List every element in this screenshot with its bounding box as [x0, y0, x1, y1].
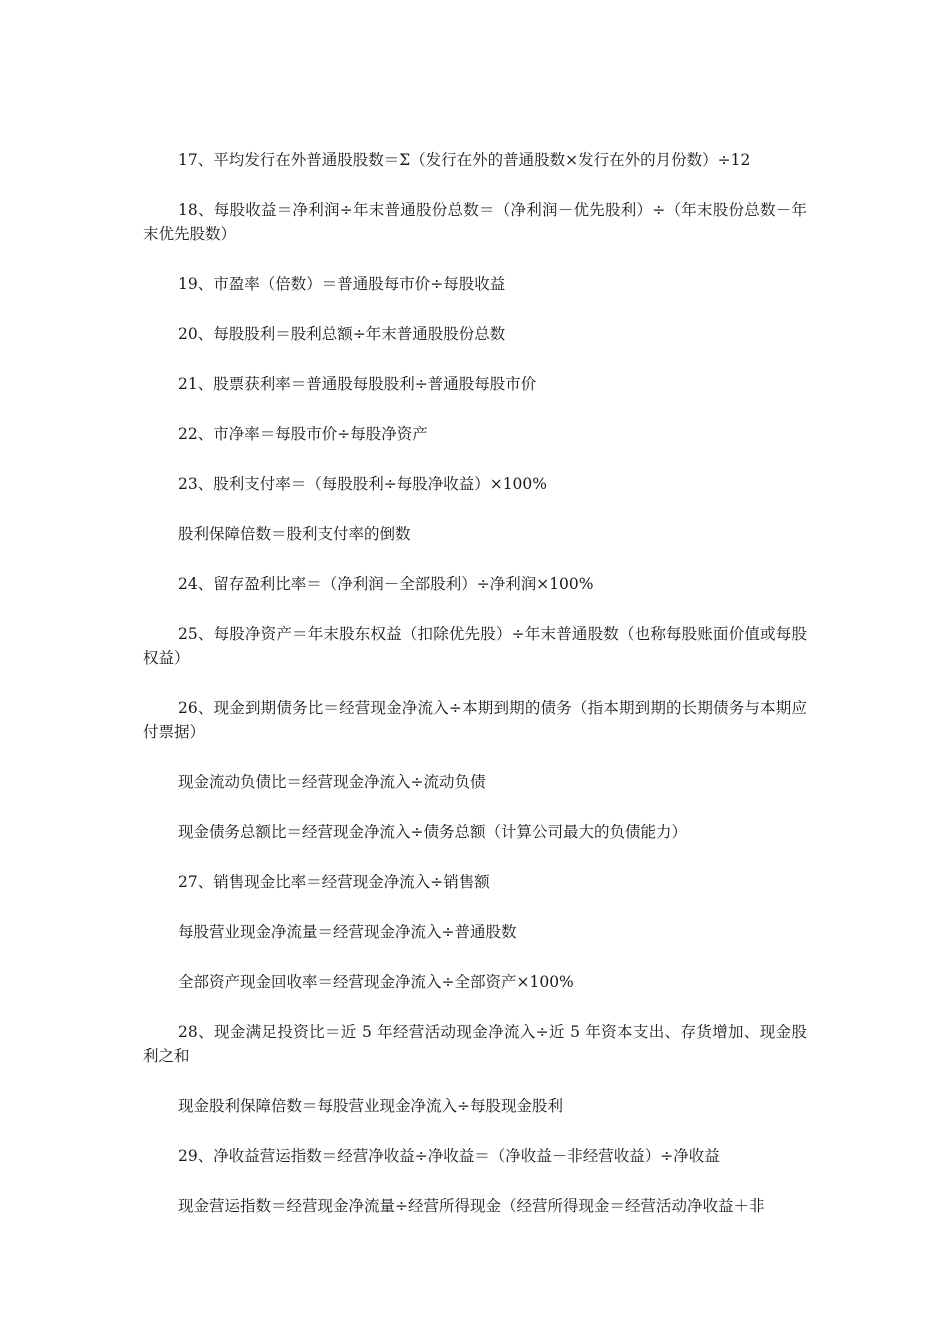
- paragraph-27: 27、销售现金比率＝经营现金净流入÷销售额: [178, 873, 490, 891]
- paragraph-cash-dividend-coverage: 现金股利保障倍数＝每股营业现金净流入÷每股现金股利: [178, 1097, 563, 1115]
- paragraph-22: 22、市净率＝每股市价÷每股净资产: [178, 425, 428, 443]
- paragraph-cash-total-debt: 现金债务总额比＝经营现金净流入÷债务总额（计算公司最大的负债能力）: [178, 823, 687, 841]
- paragraph-28: 28、现金满足投资比＝近 5 年经营活动现金净流入÷近 5 年资本支出、存货增加、现金股利之和: [143, 1023, 807, 1065]
- paragraph-operating-cash-per-share: 每股营业现金净流量＝经营现金净流入÷普通股数: [178, 923, 517, 941]
- paragraph-20: 20、每股股利＝股利总额÷年末普通股股份总数: [178, 325, 506, 343]
- paragraph-18: 18、每股收益＝净利润÷年末普通股份总数＝（净利润－优先股利）÷（年末股份总数－年末优先股数）: [143, 201, 807, 243]
- paragraph-24: 24、留存盈利比率＝（净利润－全部股利）÷净利润×100%: [178, 575, 594, 593]
- paragraph-asset-cash-recovery: 全部资产现金回收率＝经营现金净流入÷全部资产×100%: [178, 973, 574, 991]
- paragraph-23: 23、股利支付率＝（每股股利÷每股净收益）×100%: [178, 475, 548, 493]
- paragraph-26: 26、现金到期债务比＝经营现金净流入÷本期到期的债务（指本期到期的长期债务与本期应付票据）: [143, 699, 807, 741]
- paragraph-dividend-coverage: 股利保障倍数＝股利支付率的倒数: [178, 525, 411, 543]
- paragraph-cash-operating-index: 现金营运指数＝经营现金净流量÷经营所得现金（经营所得现金＝经营活动净收益＋非: [178, 1197, 765, 1215]
- document-body: [143, 148, 807, 1244]
- paragraph-21: 21、股票获利率＝普通股每股股利÷普通股每股市价: [178, 375, 537, 393]
- paragraph-19: 19、市盈率（倍数）＝普通股每市价÷每股收益: [178, 275, 506, 293]
- paragraph-cash-current-liability: 现金流动负债比＝经营现金净流入÷流动负债: [178, 773, 486, 791]
- paragraph-29: 29、净收益营运指数＝经营净收益÷净收益＝（净收益－非经营收益）÷净收益: [178, 1147, 720, 1165]
- paragraph-17: 17、平均发行在外普通股股数＝Σ（发行在外的普通股数×发行在外的月份数）÷12: [178, 151, 751, 169]
- paragraph-25: 25、每股净资产＝年末股东权益（扣除优先股）÷年末普通股数（也称每股账面价值或每股权益）: [143, 625, 807, 667]
